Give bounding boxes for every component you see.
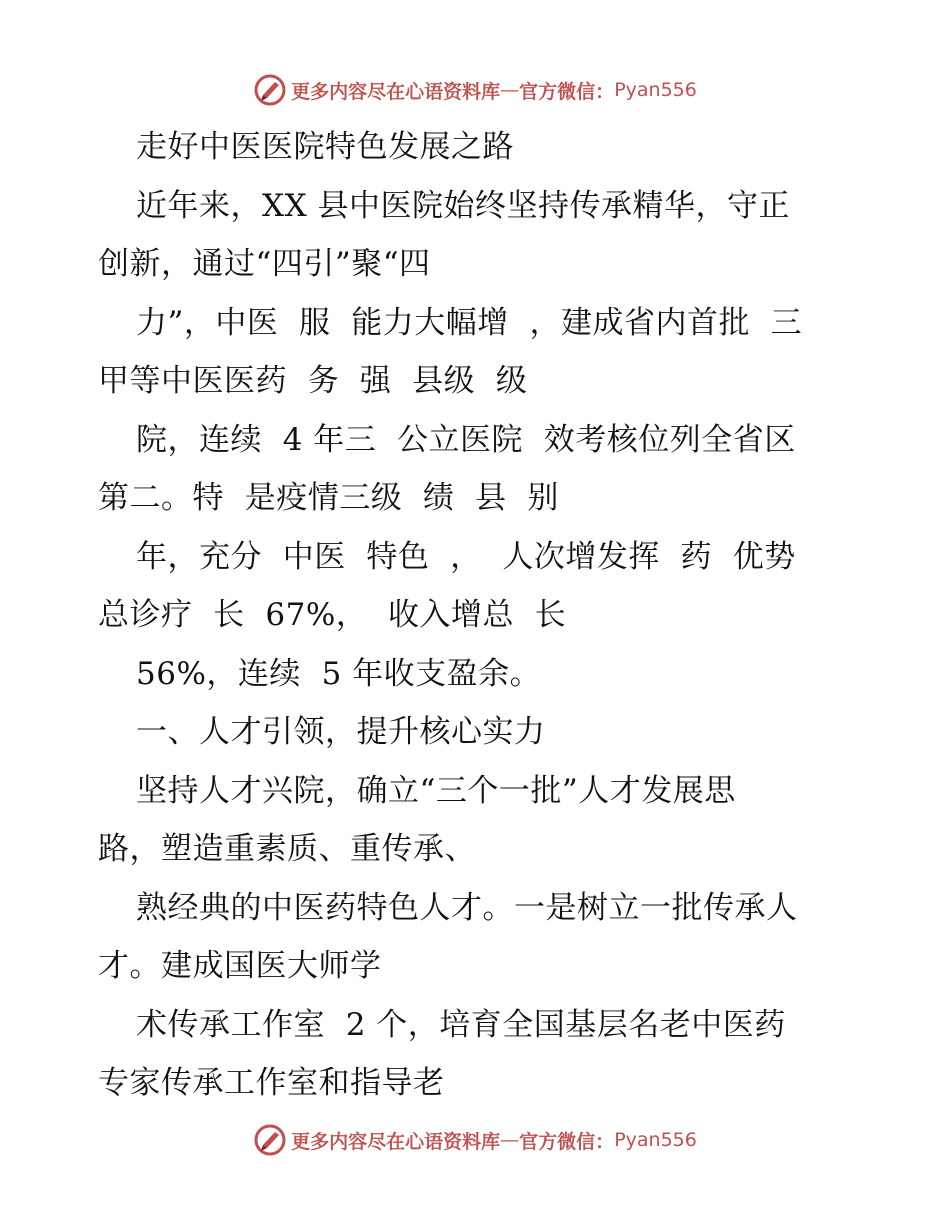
header-banner-wechat-id: Pyan556: [614, 79, 697, 101]
text-line: 才。建成国医大师学: [98, 948, 382, 984]
text-line: 院，连续 4 年三 公立医院 效考核位列全省区: [136, 421, 796, 458]
text-line: 路，塑造重素质、重传承、: [98, 831, 476, 867]
footer-banner-separator: —: [500, 1129, 520, 1151]
pen-logo-icon: [253, 1123, 287, 1157]
text-line: 坚持人才兴院，确立“三个一批”人才发展思: [136, 772, 736, 809]
text-line: 第二。特 是疫情三级 绩 县 别: [98, 480, 559, 516]
pen-logo-icon: [253, 73, 287, 107]
section-heading: 一、人才引领，提升核心实力: [136, 714, 546, 750]
text-line: 专家传承工作室和指导老: [98, 1065, 445, 1101]
footer-banner-official: 官方微信：: [519, 1130, 615, 1153]
text-line: 近年来，XX 县中医院始终坚持传承精华，守正: [136, 187, 790, 224]
document-title: 走好中医医院特色发展之路: [136, 129, 514, 165]
footer-banner-wechat-id: Pyan556: [614, 1129, 697, 1151]
header-banner-separator: —: [500, 79, 520, 101]
text-line: 年，充分 中医 特色 ， 人次增发挥 药 优势: [136, 538, 796, 575]
header-banner-text: 更多内容尽在心语资料库: [291, 80, 501, 103]
header-banner: [0, 70, 950, 110]
text-line: 术传承工作室 2 个，培育全国基层名老中医药: [136, 1006, 786, 1043]
footer-banner-text: 更多内容尽在心语资料库: [291, 1130, 501, 1153]
text-line: 熟经典的中医药特色人才。一是树立一批传承人: [136, 889, 798, 926]
header-banner-official: 官方微信：: [519, 80, 615, 103]
text-line: 力”，中医 服 能力大幅增 ，建成省内首批 三: [136, 304, 803, 341]
text-line: 甲等中医医药 务 强 县级 级: [98, 363, 528, 399]
footer-banner: [0, 1120, 950, 1160]
document-body: [98, 118, 858, 1113]
text-line: 创新，通过“四引”聚“四: [98, 246, 431, 282]
text-line: 56%，连续 5 年收支盈余。: [136, 655, 542, 692]
text-line: 总诊疗 长 67%， 收入增总 长: [98, 597, 567, 633]
